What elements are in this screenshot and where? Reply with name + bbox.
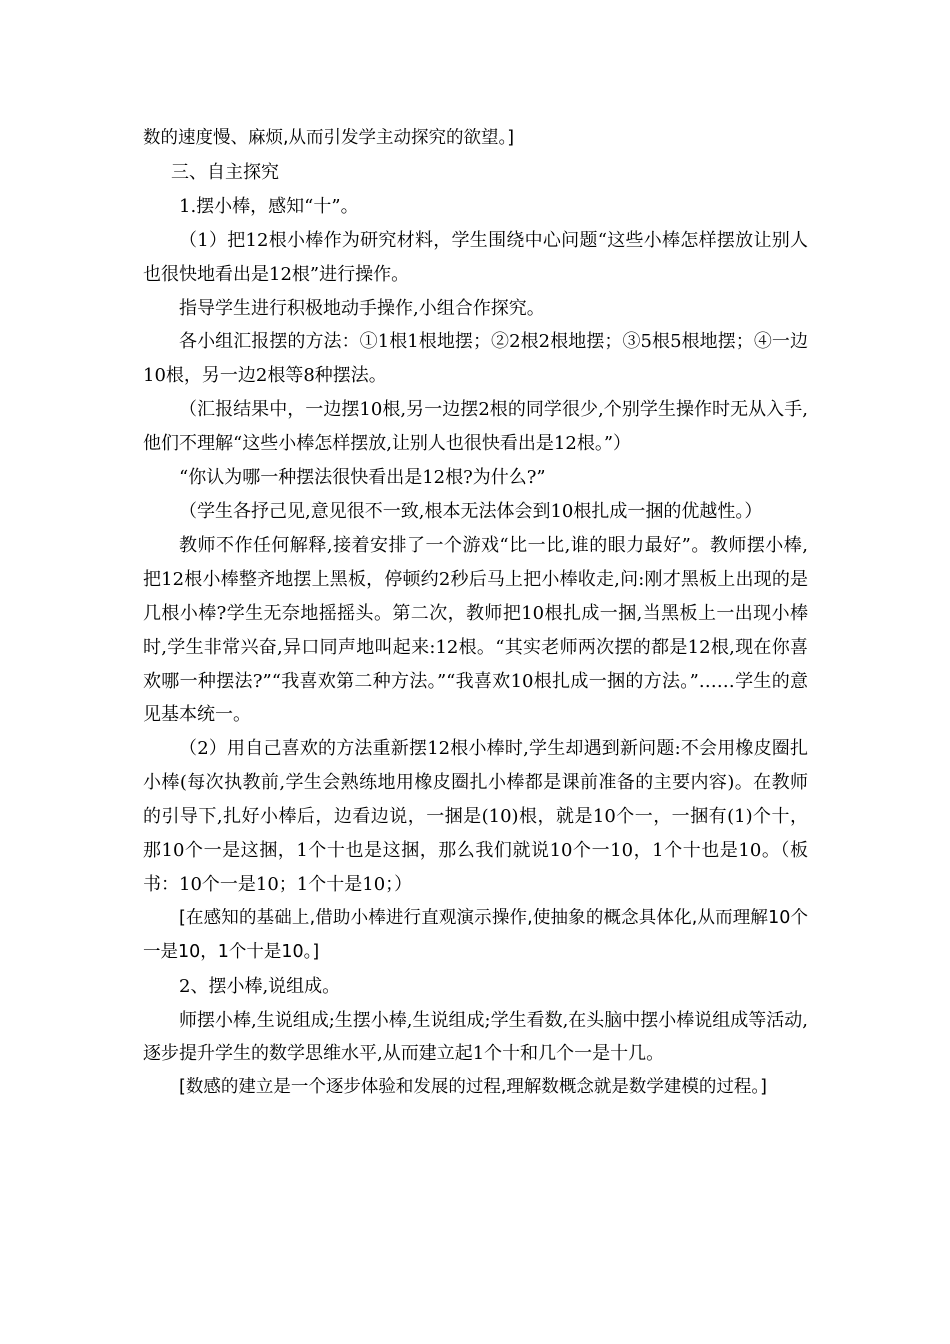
paragraph-report-note: （汇报结果中，一边摆10根,另一边摆2根的同学很少,个别学生操作时无从入手,他们不理解“这些小棒怎样摆放,让别人也很快看出是12根。”）: [143, 399, 808, 455]
paragraph-game: 教师不作任何解释,接着安排了一个游戏“比一比,谁的眼力最好”。教师摆小棒,把12根小棒整齐地摆上黑板，停顿约2秒后马上把小棒收走,问:刚才黑板上出现的是几根小棒?学生无奈地摇摇头。第二次，教师把10根扎成一捆,当黑板上一出现小棒时,学生非常兴奋,异口同声地叫起来:12根。“其实老师两次摆的都是12根,现在你喜欢哪一种摆法?”“我喜欢第二种方法。”“我喜欢10根扎成一捆的方法。”……学生的意见基本统一。: [143, 534, 808, 726]
paragraph-step-2: （2）用自己喜欢的方法重新摆12根小棒时,学生却遇到新问题:不会用橡皮圈扎小棒(每次执教前,学生会熟练地用橡皮圈扎小棒都是课前准备的主要内容)。在教师的引导下,扎好小棒后，边看边说，一捆是(10)根，就是10个一，一捆有(1)个十，那10个一是这捆，1个十也是这捆，那么我们就说10个一10，1个十也是10。（板书：10个一是10；1个十是10；）: [143, 738, 808, 895]
paragraph-comment-1: [在感知的基础上,借助小棒进行直观演示操作,使抽象的概念具体化,从而理解10个一是10，1个十是10。]: [143, 907, 808, 962]
paragraph-intro-end: 数的速度慢、麻烦,从而引发学主动探究的欲望。]: [143, 128, 515, 148]
paragraph-question: “你认为哪一种摆法很快看出是12根?为什么?”: [179, 467, 546, 489]
subheading-composition: 2、摆小棒,说组成。: [179, 975, 341, 997]
document-page: [143, 122, 808, 1105]
subheading-place-sticks: 1.摆小棒，感知“十”。: [179, 195, 359, 217]
paragraph-activities: 师摆小棒,生说组成;生摆小棒,生说组成;学生看数,在头脑中摆小棒说组成等活动,逐步提升学生的数学思维水平,从而建立起1个十和几个一是十几。: [143, 1009, 809, 1065]
paragraph-comment-2: [数感的建立是一个逐步体验和发展的过程,理解数概念就是数学建模的过程。]: [179, 1077, 767, 1098]
section-heading-self-exploration: 三、自主探究: [171, 161, 279, 183]
paragraph-step-1: （1）把12根小棒作为研究材料，学生围绕中心问题“这些小棒怎样摆放让别人也很快地看出是12根”进行操作。: [143, 229, 808, 285]
paragraph-student-opinions: （学生各抒己见,意见很不一致,根本无法体会到10根扎成一捆的优越性。）: [179, 500, 763, 522]
paragraph-group-report: 各小组汇报摆的方法：①1根1根地摆；②2根2根地摆；③5根5根地摆；④一边10根，另一边2根等8种摆法。: [143, 331, 808, 387]
paragraph-guidance: 指导学生进行积极地动手操作,小组合作探究。: [179, 297, 545, 319]
